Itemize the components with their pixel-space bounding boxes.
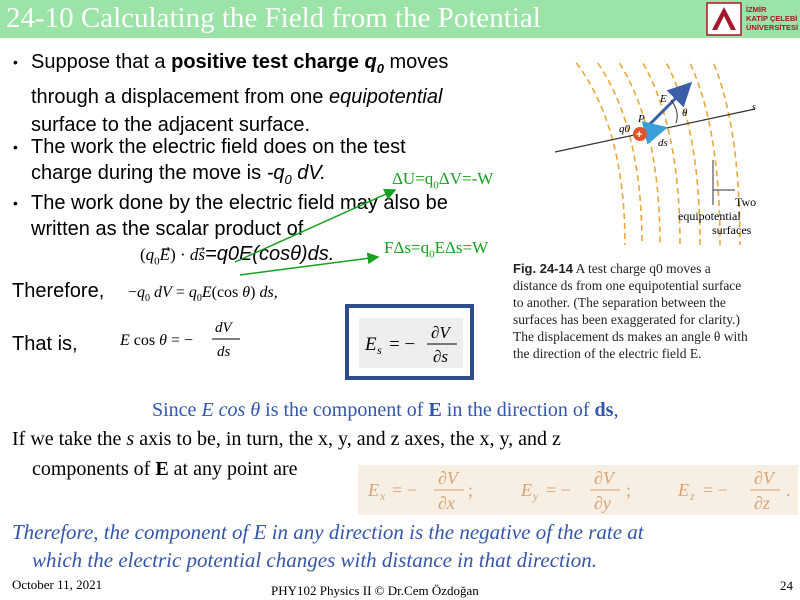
svg-text:s: s <box>377 343 382 357</box>
conclusion-line-2: which the electric potential changes with distance in that direction. <box>32 548 597 572</box>
slide-title: 24-10 Calculating the Field from the Potential <box>6 2 541 34</box>
svg-text:∂z: ∂z <box>754 493 770 513</box>
if-italic: s <box>126 428 135 450</box>
since-italic: E cos θ <box>201 399 261 421</box>
displacement-label: ds <box>658 137 668 149</box>
svg-text:E cos θ = −: E cos θ = − <box>120 332 194 349</box>
caption-line-3: to another. (The separation between the <box>513 295 726 310</box>
bullet-3-line-1: The work done by the electric field may also be <box>31 192 448 214</box>
since-bold-ds: ds <box>594 399 614 421</box>
label-surfaces: surfaces <box>712 223 752 237</box>
that-is-label: That is, <box>12 333 78 355</box>
figure-caption <box>513 260 798 362</box>
green-eq2-a: FΔs=q <box>384 238 430 257</box>
svg-text:.: . <box>786 480 791 500</box>
if-line-1 <box>12 426 561 452</box>
boxed-formula-bg <box>359 318 463 368</box>
therefore-equation: $-q_0$ dV = $q_0E(\cos$ θ) ds, <box>128 284 278 305</box>
bullet-1-q: q <box>364 51 377 73</box>
bullet-1-line-2-text: through a displacement from one <box>31 86 329 108</box>
logo-line-1: İZMİR <box>746 5 767 14</box>
label-pointer <box>713 160 735 205</box>
bullet-2-line-1: The work the electric field does on the test <box>31 136 406 158</box>
that-is-equation <box>120 318 250 367</box>
equipotential-line <box>570 60 625 245</box>
equipotential-line <box>614 60 660 245</box>
bullet-dot-icon: • <box>13 139 18 155</box>
scalar-product-result: =q0E(cosθ)ds. <box>205 243 335 265</box>
bullet-dot-icon: • <box>13 195 18 211</box>
bullet-1-line-2-italic: equipotential <box>328 86 443 108</box>
bullet-2-dv: dV. <box>291 162 326 184</box>
s-axis-label: s <box>752 102 756 113</box>
that-is-formula-svg <box>120 318 250 362</box>
if-pre: If we take the <box>12 428 127 450</box>
label-equipotential: equipotential <box>678 209 741 223</box>
boxed-formula-svg <box>359 318 463 368</box>
green-eq2-sub: 0 <box>429 248 435 261</box>
svg-text:= −: = − <box>703 480 728 500</box>
component-equations <box>358 465 798 515</box>
svg-text:dV: dV <box>215 320 232 336</box>
svg-text:= −: = − <box>389 334 416 355</box>
boxed-formula <box>345 304 474 380</box>
logo-line-2: KATİP ÇELEBİ <box>746 14 798 23</box>
green-eq1-b: ΔV=-W <box>438 169 494 188</box>
svg-text:= −: = − <box>546 480 571 500</box>
caption-line-6: the direction of the electric field E. <box>513 346 702 361</box>
green-arrow-1 <box>235 190 395 262</box>
svg-text:∂x: ∂x <box>438 493 455 513</box>
bullet-1-text: Suppose that a <box>31 51 172 73</box>
caption-line-1 <box>513 260 798 277</box>
svg-text:∂V: ∂V <box>438 468 458 488</box>
angle-label: θ <box>682 107 688 119</box>
since-pre: Since <box>152 399 202 421</box>
equipotential-figure <box>530 60 800 250</box>
since-mid: is the component of <box>260 399 429 421</box>
footer-course: PHY102 Physics II © Dr.Cem Özdoğan <box>271 583 479 598</box>
field-vector-label: E <box>660 93 667 105</box>
svg-text:E: E <box>521 480 532 500</box>
svg-text:= −: = − <box>392 480 417 500</box>
svg-text:∂V: ∂V <box>754 468 774 488</box>
bullet-2-q: -q <box>266 162 285 184</box>
svg-text:∂V: ∂V <box>594 468 614 488</box>
green-eq1-a: ΔU=q <box>392 169 434 188</box>
since-line <box>152 397 618 423</box>
therefore-label: Therefore, <box>12 280 105 302</box>
component-equations-svg <box>358 465 798 515</box>
conclusion <box>12 518 644 574</box>
bullet-1-moves: moves <box>383 51 449 73</box>
charge-label: q0 <box>619 123 630 135</box>
svg-text:∂s: ∂s <box>433 347 449 366</box>
svg-text:E: E <box>368 480 379 500</box>
point-p-label: P <box>638 113 645 125</box>
caption-line-5: The displacement ds makes an angle θ with <box>513 329 748 344</box>
svg-text:x: x <box>380 489 386 503</box>
bullet-1-line-3: surface to the adjacent surface. <box>31 114 311 136</box>
since-bold-e: E <box>428 399 442 421</box>
since-end: , <box>613 399 619 421</box>
if-post: axis to be, in turn, the x, y, and z axes, the x, y, and z <box>134 428 561 450</box>
if2-post: at any point are <box>168 458 298 480</box>
svg-text:;: ; <box>626 480 632 500</box>
svg-text:∂V: ∂V <box>431 323 450 342</box>
svg-text:;: ; <box>468 480 474 500</box>
plus-sign: + <box>636 129 643 141</box>
scalar-product-lhs: $(q_0E⃗)$ · ds <box>140 245 206 268</box>
conclusion-line-1: Therefore, the component of E in any direction is the negative of the rate at <box>12 520 644 544</box>
svg-text:y: y <box>533 489 539 503</box>
footer-page-number: 24 <box>780 578 793 593</box>
svg-text:z: z <box>690 489 695 503</box>
label-two: Two <box>735 195 757 209</box>
svg-text:ds: ds <box>217 344 231 360</box>
svg-text:E: E <box>678 480 689 500</box>
green-arrow-2 <box>240 257 378 275</box>
green-eq2-b: EΔs=W <box>434 238 489 257</box>
if2-pre: components of <box>32 458 156 480</box>
caption-line-4: surfaces has been exaggerated for clarity.) <box>513 312 741 327</box>
bullet-dot-icon: • <box>13 54 18 70</box>
bullet-1-q-sub: 0 <box>376 61 384 76</box>
bullet-3-line-2: written as the scalar product of <box>31 218 304 240</box>
caption-line-2: distance ds from one equipotential surface <box>513 278 742 293</box>
equipotential-line <box>592 60 642 245</box>
footer-date: October 11, 2021 <box>12 577 103 592</box>
if2-bold: E <box>155 458 169 480</box>
svg-text:E: E <box>365 334 377 355</box>
green-eq1-sub: 0 <box>433 179 439 192</box>
bullet-1-bold: positive test charge <box>171 51 365 73</box>
bullet-2-line-2-text: charge during the move is <box>31 162 267 184</box>
since-mid2: in the direction of <box>441 399 595 421</box>
caption-text-1: A test charge q0 moves a <box>575 261 711 276</box>
logo-line-3: ÜNİVERSİTESİ <box>746 23 799 32</box>
if-line-2 <box>32 456 298 482</box>
svg-text:∂y: ∂y <box>594 493 611 513</box>
bullet-2-q-sub: 0 <box>284 172 292 187</box>
caption-bold: Fig. 24-14 <box>513 261 573 276</box>
